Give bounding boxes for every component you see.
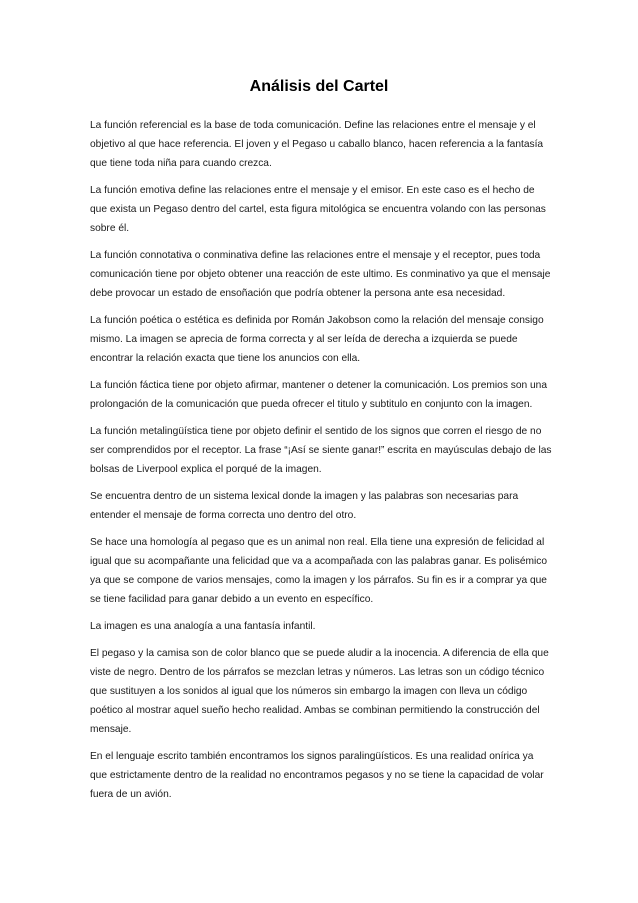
paragraph-referencial: La función referencial es la base de toda comunicación. Define las relaciones entre el mensaje y el objetivo al que hace referencia. El joven y el Pegaso u caballo blanco, hacen referencia a la fantasía que tiene toda niña para cuando crezca. bbox=[90, 120, 544, 169]
paragraph-homologia: Se hace una homología al pegaso que es un animal non real. Ella tiene una expresión de felicidad al igual que su acompañante una felicidad que va a acompañada con las palabras ganar. Es polisémico ya que se compone de varios mensajes, como la imagen y los párrafos. Su fin es ir a comprar ya que se tiene facilidad para ganar debido a un evento en específico. bbox=[90, 537, 548, 605]
document-title: Análisis del Cartel bbox=[249, 78, 389, 95]
paragraph-paralinguisticos: En el lenguaje escrito también encontramos los signos paralingüísticos. Es una realidad onírica ya que estrictamente dentro de la realidad no encontramos pegasos y no se tiene la capacidad de volar fuera de un avión. bbox=[90, 751, 544, 800]
paragraph-analogia: La imagen es una analogía a una fantasía infantil. bbox=[90, 621, 316, 632]
paragraph-lexical: Se encuentra dentro de un sistema lexical donde la imagen y las palabras son necesarias para entender el mensaje de forma correcta uno dentro del otro. bbox=[90, 491, 519, 521]
paragraph-codigos: El pegaso y la camisa son de color blanco que se puede aludir a la inocencia. A diferencia de ella que viste de negro. Dentro de los párrafos se mezclan letras y números. Las letras son un código técnico que sustituyen a los sonidos al igual que los números sin embargo la imagen con lleva un código poético al mostrar aquel sueño hecho realidad. Ambas se combinan permitiendo la construcción del mensaje. bbox=[90, 648, 549, 735]
paragraph-emotiva: La función emotiva define las relaciones entre el mensaje y el emisor. En este caso es el hecho de que exista un Pegaso dentro del cartel, esta figura mitológica se encuentra volando con las personas sobre él. bbox=[90, 185, 546, 234]
paragraph-poetica: La función poética o estética es definida por Román Jakobson como la relación del mensaje consigo mismo. La imagen se aprecia de forma correcta y al ser leída de derecha a izquierda se puede encontrar la relación exacta que tiene los anuncios con ella. bbox=[90, 315, 544, 364]
paragraph-metalinguistica: La función metalingüística tiene por objeto definir el sentido de los signos que corren el riesgo de no ser comprendidos por el receptor. La frase “¡Así se siente ganar!” escrita en mayúsculas debajo de las bolsas de Liverpool explica el porqué de la imagen. bbox=[90, 426, 552, 475]
document-body bbox=[90, 116, 552, 812]
paragraph-factica: La función fáctica tiene por objeto afirmar, mantener o detener la comunicación. Los premios son una prolongación de la comunicación que pueda ofrecer el titulo y subtitulo en conjunto con la imagen. bbox=[90, 380, 548, 410]
paragraph-connotativa: La función connotativa o conminativa define las relaciones entre el mensaje y el receptor, pues toda comunicación tiene por objeto obtener una reacción de este ultimo. Es conminativo ya que el mensaje debe provocar un estado de ensoñación que podría obtener la persona ante esa necesidad. bbox=[90, 250, 551, 299]
